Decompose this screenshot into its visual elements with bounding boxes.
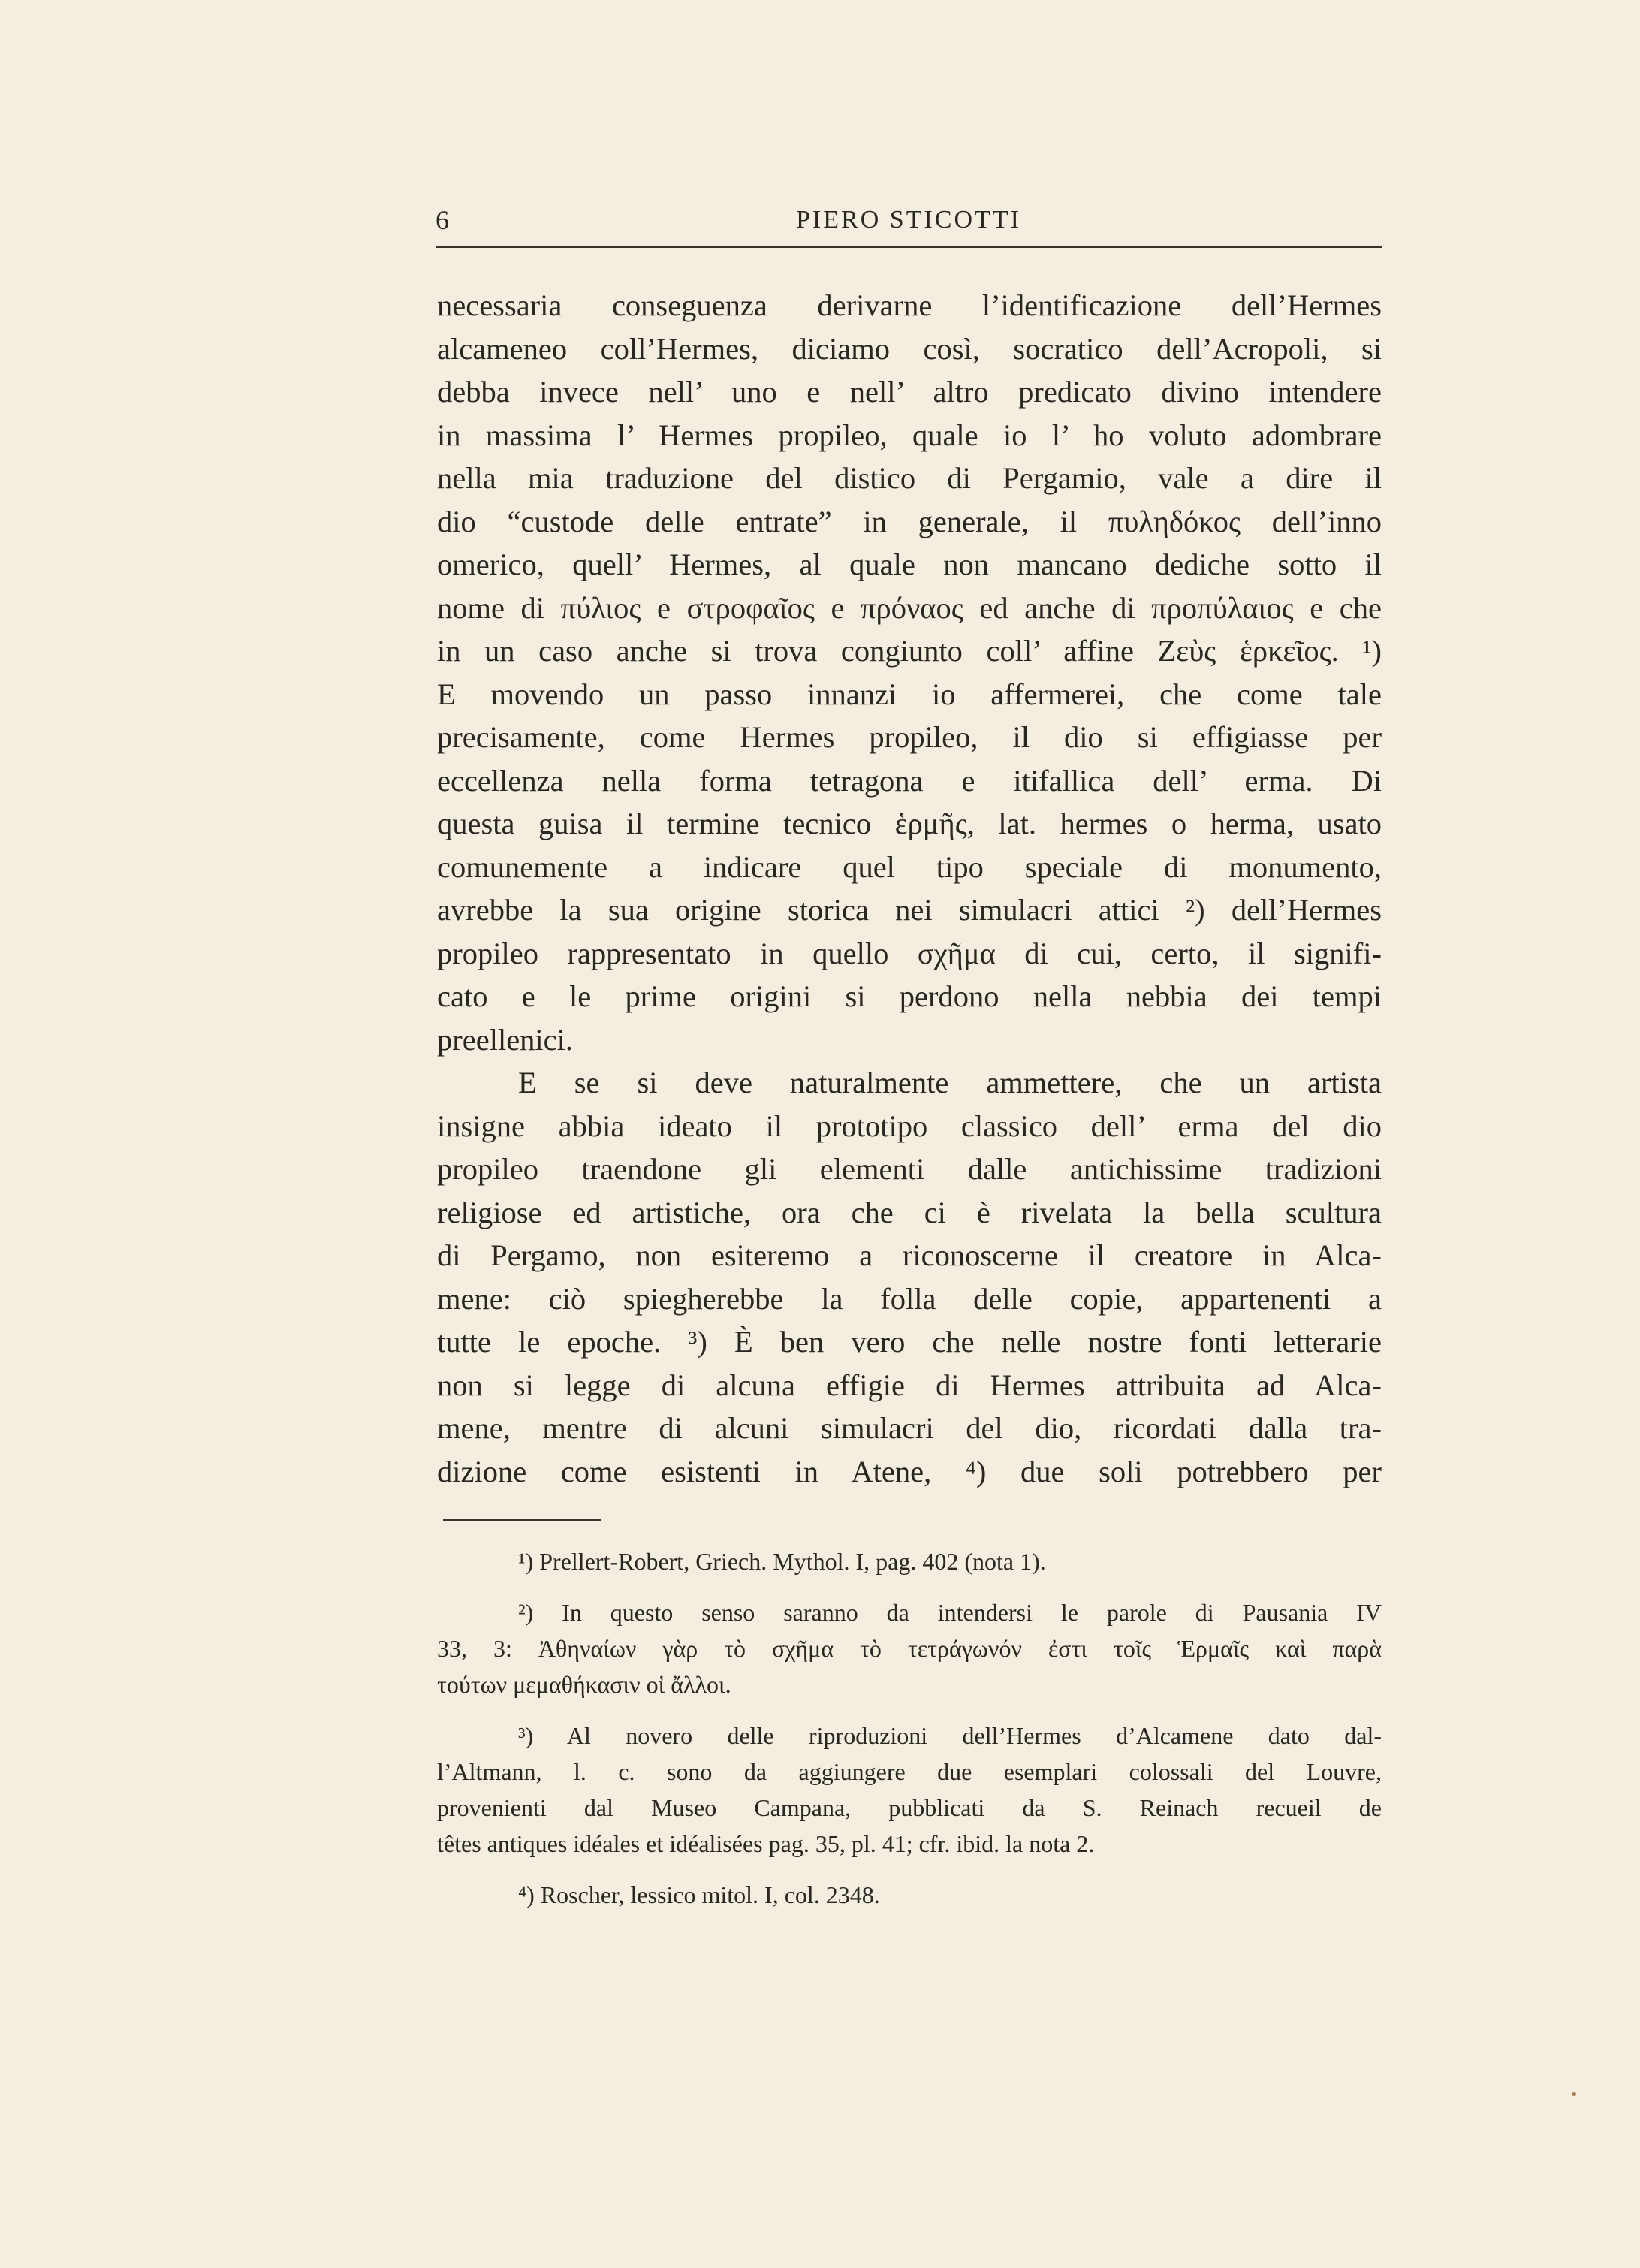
text-line: dizione come esistenti in Atene, ⁴) due soli potrebbero per — [437, 1454, 1382, 1488]
text-line: dio “custode delle entrate” in generale, il πυληδόκος dell’inno — [437, 504, 1382, 538]
text-line: propileo traendone gli elementi dalle antichissime tradizioni — [437, 1152, 1382, 1186]
text-line: comunemente a indicare quel tipo speciale di monumento, — [437, 849, 1382, 884]
text-line: eccellenza nella forma tetragona e itifallica dell’ erma. Di — [437, 763, 1382, 798]
text-line: di Pergamo, non esiteremo a riconoscerne il creatore in Alca- — [437, 1238, 1382, 1272]
text-line: in un caso anche si trova congiunto coll’ affine Ζεὺς ἑρκεῖος. ¹) — [437, 634, 1382, 668]
text-line: E se si deve naturalmente ammettere, che un artista — [518, 1066, 1382, 1099]
footnotes — [437, 1543, 1382, 1913]
text-line: tutte le epoche. ³) È ben vero che nelle nostre fonti letterarie — [437, 1325, 1382, 1359]
text-line: avrebbe la sua origine storica nei simulacri attici ²) dell’Hermes — [437, 893, 1382, 927]
main-text — [437, 284, 1382, 1493]
footnote-rule — [443, 1519, 601, 1521]
footnote-1 — [437, 1543, 1382, 1579]
text-line: in massima l’ Hermes propileo, quale io l’ ho voluto adombrare — [437, 418, 1382, 452]
footnote-line: ³) Al novero delle riproduzioni dell’Hermes d’Alcamene dato dal- — [518, 1722, 1382, 1749]
page-number: 6 — [436, 205, 449, 235]
footnote-line: têtes antiques idéales et idéalisées pag. 35, pl. 41; cfr. ibid. la nota 2. — [437, 1830, 1095, 1857]
footnote-3 — [437, 1718, 1382, 1862]
footnote-line: provenienti dal Museo Campana, pubblicati da S. Reinach recueil de — [437, 1794, 1382, 1821]
page-header — [436, 201, 1382, 239]
paper-speck — [1572, 2092, 1576, 2096]
footnote-line: τούτων μεμαθήκασιν οἱ ἄλλοι. — [437, 1671, 731, 1698]
text-line: mene, mentre di alcuni simulacri del dio, ricordati dalla tra- — [437, 1411, 1382, 1445]
text-line: nome di πύλιος e στροφαῖος e πρόναος ed anche di προπύλαιος e che — [437, 590, 1382, 625]
footnote-line: l’Altmann, l. c. sono da aggiungere due esemplari colossali del Louvre, — [437, 1758, 1382, 1785]
footnote-line: ¹) Prellert-Robert, Griech. Mythol. I, pag. 402 (nota 1). — [518, 1548, 1046, 1575]
text-line: propileo rappresentato in quello σχῆμα di cui, certo, il signifi- — [437, 936, 1382, 970]
footnote-line: ⁴) Roscher, lessico mitol. I, col. 2348. — [518, 1881, 880, 1908]
text-line: omerico, quell’ Hermes, al quale non mancano dediche sotto il — [437, 547, 1382, 581]
text-line: precisamente, come Hermes propileo, il dio si effigiasse per — [437, 720, 1382, 754]
text-line: non si legge di alcuna effigie di Hermes attribuita ad Alca- — [437, 1368, 1382, 1402]
text-line: questa guisa il termine tecnico ἑρμῆς, lat. hermes o herma, usato — [437, 807, 1382, 840]
text-line: preellenici. — [437, 1022, 574, 1057]
footnote-4 — [437, 1877, 1382, 1913]
text-line: mene: ciò spiegherebbe la folla delle copie, appartenenti a — [437, 1281, 1382, 1316]
text-line: cato e le prime origini si perdono nella nebbia dei tempi — [437, 979, 1382, 1013]
footnote-2 — [437, 1594, 1382, 1703]
text-line: nella mia traduzione del distico di Pergamio, vale a dire il — [437, 461, 1382, 495]
text-line: religiose ed artistiche, ora che ci è rivelata la bella scultura — [437, 1195, 1382, 1229]
text-line: necessaria conseguenza derivarne l’identificazione dell’Hermes — [437, 288, 1382, 322]
text-line: alcameneo coll’Hermes, diciamo così, socratico dell’Acropoli, si — [437, 331, 1382, 366]
header-rule — [436, 246, 1382, 248]
text-line: E movendo un passo innanzi io affermerei, che come tale — [437, 677, 1382, 711]
footnote-line: 33, 3: Ἀθηναίων γὰρ τὸ σχῆμα τὸ τετράγωνόν ἐστι τοῖς Ἑρμαῖς καὶ παρὰ — [437, 1635, 1382, 1662]
text-line: debba invece nell’ uno e nell’ altro predicato divino intendere — [437, 375, 1382, 409]
text-line: insigne abbia ideato il prototipo classico dell’ erma del dio — [437, 1108, 1382, 1143]
footnote-line: ²) In questo senso saranno da intendersi le parole di Pausania IV — [518, 1599, 1382, 1626]
running-head: PIERO STICOTTI — [796, 206, 1021, 234]
